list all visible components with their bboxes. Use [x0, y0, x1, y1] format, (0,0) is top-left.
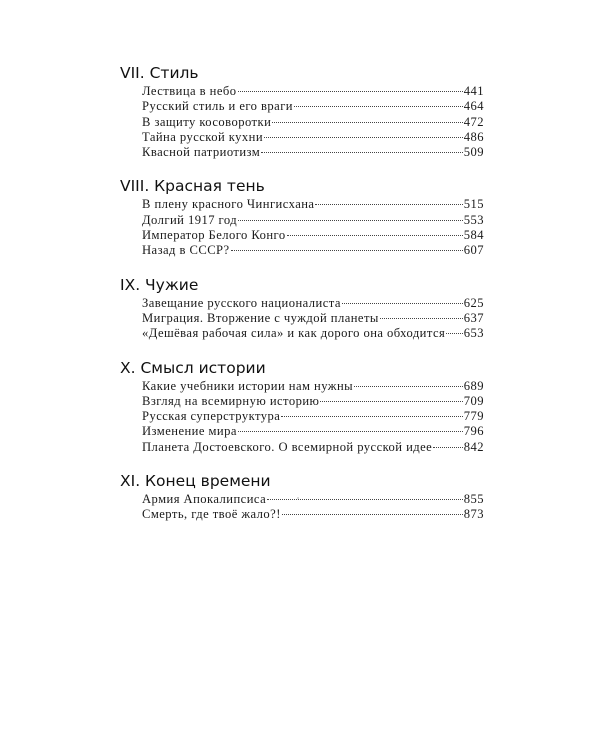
- entry-title: Назад в СССР?: [142, 243, 230, 258]
- page-number: 553: [463, 212, 484, 227]
- toc-entry[interactable]: [142, 326, 484, 341]
- dot-leader: [294, 106, 463, 107]
- entry-title: Изменение мира: [142, 424, 237, 439]
- page-number: 637: [463, 310, 484, 325]
- entry-title: Лествица в небо: [142, 84, 237, 98]
- table-of-contents: [120, 62, 484, 538]
- toc-entry[interactable]: [142, 296, 484, 311]
- entry-title: «Дешёвая рабочая сила» и как дорого она обходится: [142, 326, 446, 341]
- dot-leader: [287, 235, 463, 236]
- page-number: 625: [463, 295, 484, 310]
- entry-title: Взгляд на всемирную историю: [142, 393, 320, 408]
- toc-entry[interactable]: [142, 394, 484, 409]
- toc-entry[interactable]: [142, 130, 484, 145]
- page-number: 796: [463, 424, 484, 439]
- section-title: X. Смысл истории: [120, 358, 266, 377]
- page-number: 653: [463, 326, 484, 341]
- dot-leader: [264, 137, 463, 138]
- page-number: 486: [463, 129, 484, 144]
- dot-leader: [281, 416, 462, 417]
- toc-entry[interactable]: [142, 379, 484, 394]
- page-number: 584: [463, 228, 484, 243]
- page-number: 607: [463, 243, 484, 258]
- dot-leader: [380, 318, 463, 319]
- toc-entry[interactable]: [142, 197, 484, 212]
- entry-title: Квасной патриотизм: [142, 145, 261, 160]
- section-title: IX. Чужие: [120, 275, 199, 294]
- entry-title: Завещание русского националиста: [142, 295, 341, 310]
- section-title: VIII. Красная тень: [120, 177, 265, 196]
- page-number: 464: [463, 99, 484, 114]
- dot-leader: [238, 431, 463, 432]
- entry-title: Смерть, где твоё жало?!: [142, 507, 281, 522]
- page-number: 515: [463, 197, 484, 212]
- section-entries: [120, 296, 484, 342]
- entry-title: В плену красного Чингисхана: [142, 197, 315, 212]
- toc-section-ix: [120, 274, 484, 342]
- section-entries: [120, 84, 484, 160]
- page-number: 855: [463, 492, 484, 507]
- dot-leader: [261, 152, 463, 153]
- section-entries: [120, 492, 484, 523]
- dot-leader: [320, 401, 462, 402]
- toc-entry[interactable]: [142, 424, 484, 439]
- entry-title: Какие учебники истории нам нужны: [142, 378, 354, 393]
- section-title: VII. Стиль: [120, 64, 199, 82]
- page-number: 709: [463, 393, 484, 408]
- entry-title: Император Белого Конго: [142, 228, 286, 243]
- page-number: 689: [463, 378, 484, 393]
- entry-title: Русский стиль и его враги: [142, 99, 293, 114]
- entry-title: Миграция. Вторжение с чуждой планеты: [142, 310, 379, 325]
- dot-leader: [433, 447, 463, 448]
- toc-section-vii: [120, 62, 484, 160]
- section-entries: [120, 197, 484, 258]
- toc-entry[interactable]: [142, 507, 484, 522]
- page-number: 472: [463, 114, 484, 129]
- entry-title: Армия Апокалипсиса: [142, 492, 267, 507]
- dot-leader: [272, 122, 462, 123]
- toc-entry[interactable]: [142, 409, 484, 424]
- toc-entry[interactable]: [142, 492, 484, 507]
- dot-leader: [342, 303, 463, 304]
- dot-leader: [446, 333, 462, 334]
- dot-leader: [238, 220, 463, 221]
- toc-entry[interactable]: [142, 440, 484, 455]
- toc-entry[interactable]: [142, 115, 484, 130]
- entry-title: Долгий 1917 год: [142, 212, 238, 227]
- dot-leader: [231, 250, 463, 251]
- dot-leader: [282, 514, 463, 515]
- toc-section-x: [120, 357, 484, 455]
- dot-leader: [238, 91, 463, 92]
- dot-leader: [267, 499, 463, 500]
- dot-leader: [354, 386, 463, 387]
- entry-title: Планета Достоевского. О всемирной русской идее: [142, 439, 433, 454]
- toc-entry[interactable]: [142, 243, 484, 258]
- page-number: 842: [463, 439, 484, 454]
- page-number: 509: [463, 145, 484, 160]
- page-number: 779: [463, 409, 484, 424]
- toc-entry[interactable]: [142, 213, 484, 228]
- dot-leader: [315, 204, 462, 205]
- toc-section-viii: [120, 175, 484, 258]
- paper-speck: [297, 497, 299, 499]
- entry-title: Тайна русской кухни: [142, 129, 264, 144]
- section-title: XI. Конец времени: [120, 472, 271, 491]
- toc-entry[interactable]: [142, 311, 484, 326]
- toc-entry[interactable]: [142, 145, 484, 160]
- toc-entry[interactable]: [142, 228, 484, 243]
- page-number: 441: [463, 84, 484, 98]
- toc-entry[interactable]: [142, 84, 484, 99]
- entry-title: Русская суперструктура: [142, 409, 281, 424]
- section-entries: [120, 379, 484, 455]
- toc-entry[interactable]: [142, 99, 484, 114]
- toc-section-xi: [120, 470, 484, 523]
- entry-title: В защиту косоворотки: [142, 114, 272, 129]
- page-number: 873: [463, 507, 484, 522]
